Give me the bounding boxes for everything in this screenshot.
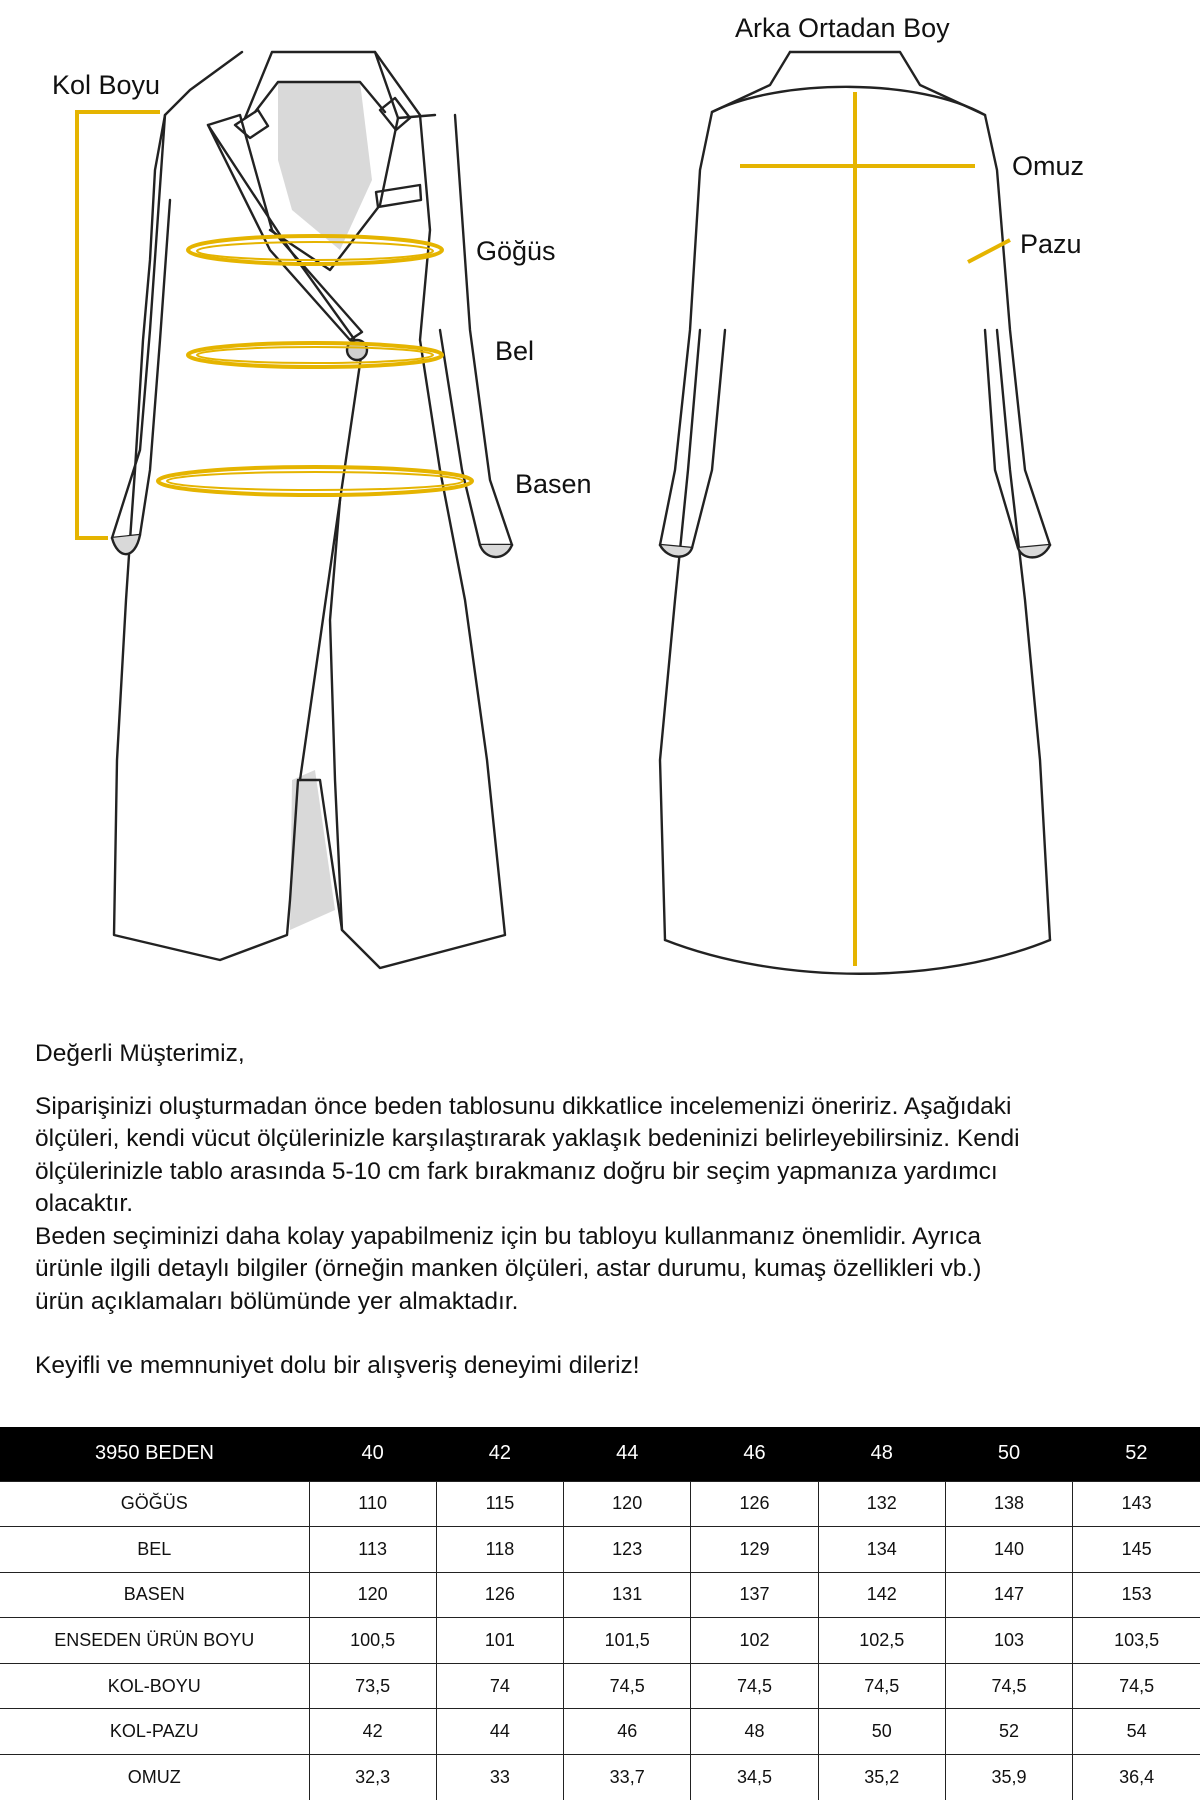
- value-cell: 140: [945, 1527, 1072, 1573]
- value-cell: 74,5: [945, 1663, 1072, 1709]
- value-cell: 101,5: [564, 1618, 691, 1664]
- row-label-cell: BEL: [0, 1527, 309, 1573]
- message-line: ürün açıklamaları bölümünde yer almaktadır.: [35, 1287, 519, 1315]
- header-cell: 40: [309, 1427, 436, 1481]
- table-row: [0, 1481, 1200, 1527]
- closing-line: Keyifli ve memnuniyet dolu bir alışveriş deneyimi dileriz!: [35, 1352, 640, 1379]
- value-cell: 44: [436, 1709, 563, 1755]
- table-row: [0, 1618, 1200, 1664]
- header-cell: 50: [945, 1427, 1072, 1481]
- value-cell: 36,4: [1073, 1755, 1200, 1800]
- value-cell: 138: [945, 1481, 1072, 1527]
- row-label-cell: KOL-PAZU: [0, 1709, 309, 1755]
- value-cell: 120: [309, 1572, 436, 1618]
- table-row: [0, 1709, 1200, 1755]
- value-cell: 33: [436, 1755, 563, 1800]
- table-row: [0, 1527, 1200, 1573]
- value-cell: 126: [691, 1481, 818, 1527]
- label-sleeve-length: Kol Boyu: [52, 70, 161, 100]
- value-cell: 74,5: [1073, 1663, 1200, 1709]
- value-cell: 142: [818, 1572, 945, 1618]
- row-label-cell: GÖĞÜS: [0, 1481, 309, 1527]
- table-row: [0, 1663, 1200, 1709]
- value-cell: 54: [1073, 1709, 1200, 1755]
- value-cell: 100,5: [309, 1618, 436, 1664]
- value-cell: 120: [564, 1481, 691, 1527]
- header-cell: 3950 BEDEN: [0, 1427, 309, 1481]
- value-cell: 32,3: [309, 1755, 436, 1800]
- label-chest: Göğüs: [476, 236, 556, 266]
- size-chart-table: [0, 1427, 1200, 1800]
- value-cell: 129: [691, 1527, 818, 1573]
- message-line: Siparişinizi oluşturmadan önce beden tablosunu dikkatlice incelemenizi öneririz. Aşağıdaki: [35, 1092, 1012, 1120]
- value-cell: 102: [691, 1618, 818, 1664]
- customer-message: [35, 1038, 1175, 1383]
- value-cell: 74,5: [818, 1663, 945, 1709]
- header-cell: 48: [818, 1427, 945, 1481]
- label-back-length: Arka Ortadan Boy: [735, 13, 950, 43]
- header-cell: 42: [436, 1427, 563, 1481]
- value-cell: 143: [1073, 1481, 1200, 1527]
- value-cell: 110: [309, 1481, 436, 1527]
- table-header-row: [0, 1427, 1200, 1481]
- value-cell: 123: [564, 1527, 691, 1573]
- row-label-cell: BASEN: [0, 1572, 309, 1618]
- value-cell: 42: [309, 1709, 436, 1755]
- label-shoulder: Omuz: [1012, 151, 1085, 181]
- label-waist: Bel: [495, 336, 535, 366]
- message-line: olacaktır.: [35, 1190, 134, 1217]
- value-cell: 102,5: [818, 1618, 945, 1664]
- value-cell: 48: [691, 1709, 818, 1755]
- header-cell: 46: [691, 1427, 818, 1481]
- value-cell: 74,5: [691, 1663, 818, 1709]
- value-cell: 46: [564, 1709, 691, 1755]
- message-line: ölçüleri, kendi vücut ölçülerinizle karşılaştırarak yaklaşık bedeninizi belirleyebilirsiniz. Kendi: [35, 1125, 1020, 1152]
- value-cell: 145: [1073, 1527, 1200, 1573]
- value-cell: 118: [436, 1527, 563, 1573]
- front-coat-drawing: [112, 52, 512, 968]
- row-label-cell: ENSEDEN ÜRÜN BOYU: [0, 1618, 309, 1664]
- value-cell: 137: [691, 1572, 818, 1618]
- value-cell: 33,7: [564, 1755, 691, 1800]
- value-cell: 126: [436, 1572, 563, 1618]
- row-label-cell: OMUZ: [0, 1755, 309, 1800]
- value-cell: 35,9: [945, 1755, 1072, 1800]
- value-cell: 50: [818, 1709, 945, 1755]
- sleeve-length-line: [77, 112, 160, 538]
- value-cell: 153: [1073, 1572, 1200, 1618]
- table-row: [0, 1755, 1200, 1800]
- value-cell: 34,5: [691, 1755, 818, 1800]
- value-cell: 113: [309, 1527, 436, 1573]
- label-hip: Basen: [515, 469, 592, 499]
- value-cell: 35,2: [818, 1755, 945, 1800]
- header-cell: 52: [1073, 1427, 1200, 1481]
- message-line: ürünle ilgili detaylı bilgiler (örneğin manken ölçüleri, astar durumu, kumaş özellikleri vb.): [35, 1255, 982, 1282]
- message-line: Beden seçiminizi daha kolay yapabilmeniz için bu tabloyu kullanmanız önemlidir. Ayrıca: [35, 1222, 982, 1250]
- value-cell: 73,5: [309, 1663, 436, 1709]
- value-cell: 115: [436, 1481, 563, 1527]
- greeting: Değerli Müşterimiz,: [35, 1040, 245, 1067]
- value-cell: 52: [945, 1709, 1072, 1755]
- value-cell: 131: [564, 1572, 691, 1618]
- value-cell: 147: [945, 1572, 1072, 1618]
- value-cell: 134: [818, 1527, 945, 1573]
- table-row: [0, 1572, 1200, 1618]
- measure-lines: [77, 92, 1010, 966]
- value-cell: 74,5: [564, 1663, 691, 1709]
- header-cell: 44: [564, 1427, 691, 1481]
- value-cell: 74: [436, 1663, 563, 1709]
- label-bicep: Pazu: [1020, 229, 1082, 259]
- row-label-cell: KOL-BOYU: [0, 1663, 309, 1709]
- value-cell: 103,5: [1073, 1618, 1200, 1664]
- value-cell: 132: [818, 1481, 945, 1527]
- value-cell: 101: [436, 1618, 563, 1664]
- message-paragraph: [35, 1091, 1175, 1319]
- value-cell: 103: [945, 1618, 1072, 1664]
- message-line: ölçülerinizle tablo arasında 5-10 cm fark bırakmanız doğru bir seçim yapmanıza yardımcı: [35, 1157, 998, 1185]
